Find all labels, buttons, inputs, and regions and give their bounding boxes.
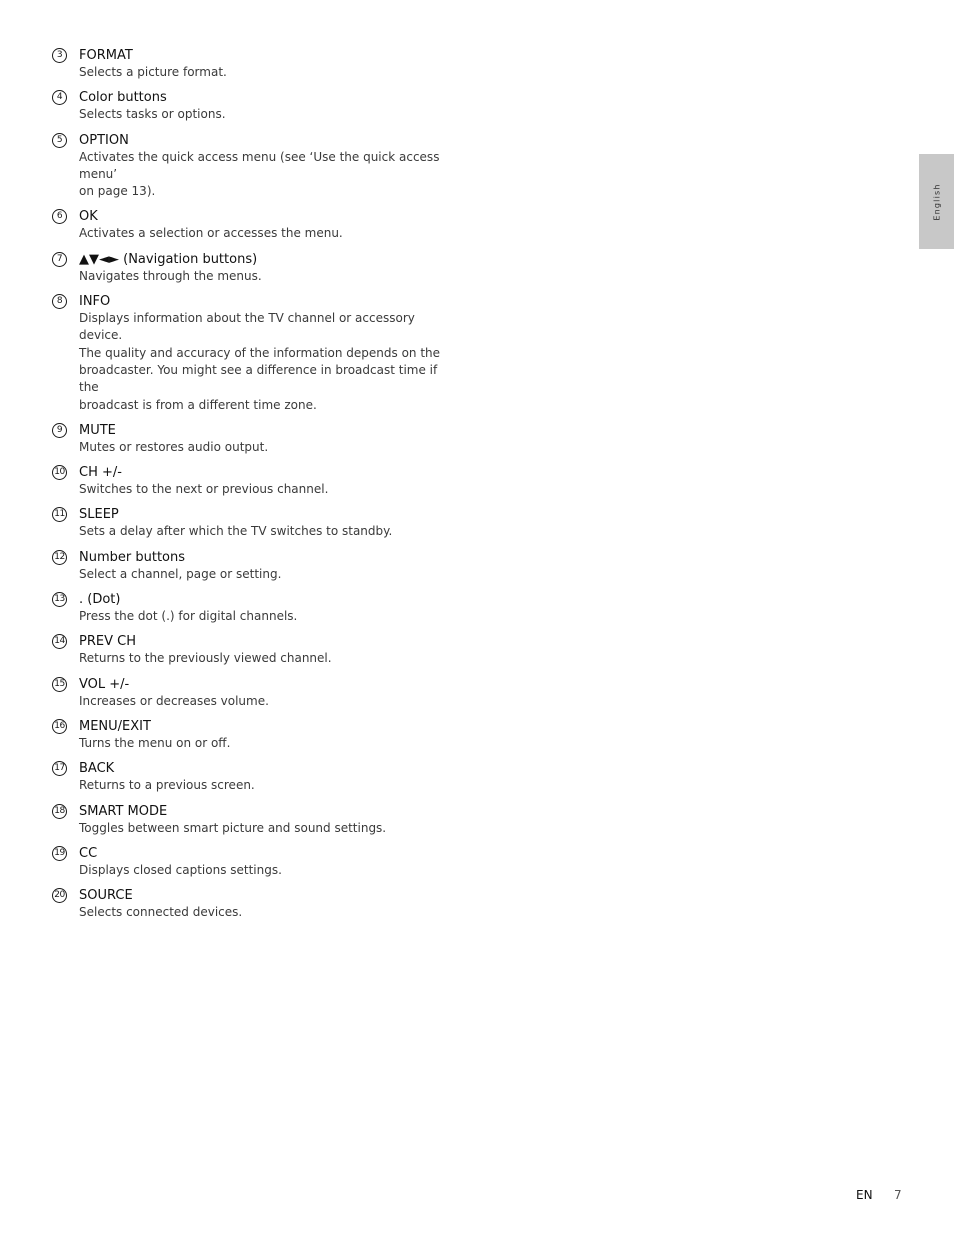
item-title: Number buttons — [79, 549, 186, 565]
item-title: OK — [79, 209, 98, 225]
list-item — [52, 208, 452, 242]
list-item — [52, 506, 452, 540]
list-item — [52, 251, 452, 285]
item-description-line: Press the dot (.) for digital channels. — [79, 609, 298, 624]
list-item — [52, 549, 452, 583]
item-title: INFO — [79, 294, 111, 310]
item-number-badge: 20 — [52, 888, 67, 903]
item-description-line: Selects tasks or options. — [79, 107, 226, 122]
item-title: VOL +/- — [79, 676, 130, 692]
item-number-badge: 10 — [52, 465, 67, 480]
item-title: MENU/EXIT — [79, 718, 151, 734]
language-tab-label: English — [932, 182, 941, 221]
item-number-badge: 4 — [52, 90, 67, 105]
item-number-badge: 19 — [52, 846, 67, 861]
footer-language-code: EN — [856, 1188, 873, 1202]
item-title: CC — [79, 845, 98, 861]
item-number-badge: 8 — [52, 294, 67, 309]
item-description-line: Switches to the next or previous channel. — [79, 482, 329, 497]
list-item — [52, 676, 452, 710]
item-title: Color buttons — [79, 90, 167, 106]
item-title: BACK — [79, 761, 115, 777]
page-number: 7 — [894, 1188, 902, 1202]
item-number-badge: 9 — [52, 423, 67, 438]
item-description-line: Activates the quick access menu (see ‘Use the quick access menu’ — [79, 149, 440, 181]
item-title: ▲▼◄► (Navigation buttons) — [79, 251, 258, 267]
item-title: MUTE — [79, 422, 116, 438]
item-number-badge: 3 — [52, 48, 67, 63]
list-item — [52, 293, 452, 414]
item-description-line: on page 13). — [79, 184, 156, 199]
item-number-badge: 11 — [52, 507, 67, 522]
item-description-line: The quality and accuracy of the information depends on the — [79, 345, 441, 360]
item-number-badge: 18 — [52, 804, 67, 819]
item-description-line: Selects connected devices. — [79, 905, 243, 920]
item-number-badge: 12 — [52, 550, 67, 565]
item-description-line: Toggles between smart picture and sound settings. — [79, 820, 387, 835]
item-description-line: Displays closed captions settings. — [79, 862, 282, 877]
item-description-line: Mutes or restores audio output. — [79, 439, 269, 454]
list-item — [52, 47, 452, 81]
item-description-line: Activates a selection or accesses the menu. — [79, 226, 343, 241]
list-item — [52, 718, 452, 752]
item-description-line: broadcaster. You might see a difference in broadcast time if the — [79, 362, 438, 395]
item-description-line: Displays information about the TV channel or accessory device. — [79, 311, 415, 343]
list-item — [52, 633, 452, 667]
item-description-line: Turns the menu on or off. — [79, 735, 231, 750]
list-item — [52, 464, 452, 498]
list-item — [52, 132, 452, 201]
item-title: OPTION — [79, 132, 129, 148]
item-description-line: Selects a picture format. — [79, 65, 227, 79]
item-number-badge: 16 — [52, 719, 67, 734]
item-description-line: Sets a delay after which the TV switches to standby. — [79, 524, 393, 539]
item-title: . (Dot) — [79, 592, 121, 608]
item-description-line: Returns to the previously viewed channel. — [79, 651, 332, 666]
remote-button-list — [52, 47, 452, 929]
item-description-line: Select a channel, page or setting. — [79, 566, 282, 581]
item-description-line: Navigates through the menus. — [79, 268, 262, 283]
item-number-badge: 6 — [52, 209, 67, 224]
item-number-badge: 15 — [52, 677, 67, 692]
item-title: SOURCE — [79, 888, 133, 904]
item-title: SLEEP — [79, 507, 119, 523]
list-item — [52, 760, 452, 794]
item-title: FORMAT — [79, 48, 133, 63]
list-item — [52, 591, 452, 625]
list-item — [52, 803, 452, 837]
list-item — [52, 89, 452, 123]
list-item — [52, 887, 452, 921]
item-description-line: broadcast is from a different time zone. — [79, 397, 317, 412]
item-number-badge: 13 — [52, 592, 67, 607]
item-title: CH +/- — [79, 465, 122, 481]
list-item — [52, 845, 452, 879]
item-number-badge: 14 — [52, 634, 67, 649]
item-number-badge: 17 — [52, 761, 67, 776]
item-description-line: Returns to a previous screen. — [79, 778, 255, 793]
item-title: SMART MODE — [79, 803, 168, 819]
item-description-line: Increases or decreases volume. — [79, 693, 269, 708]
list-item — [52, 422, 452, 456]
language-side-tab — [919, 154, 954, 249]
item-number-badge: 5 — [52, 133, 67, 148]
item-title: PREV CH — [79, 634, 136, 650]
item-number-badge: 7 — [52, 252, 67, 267]
